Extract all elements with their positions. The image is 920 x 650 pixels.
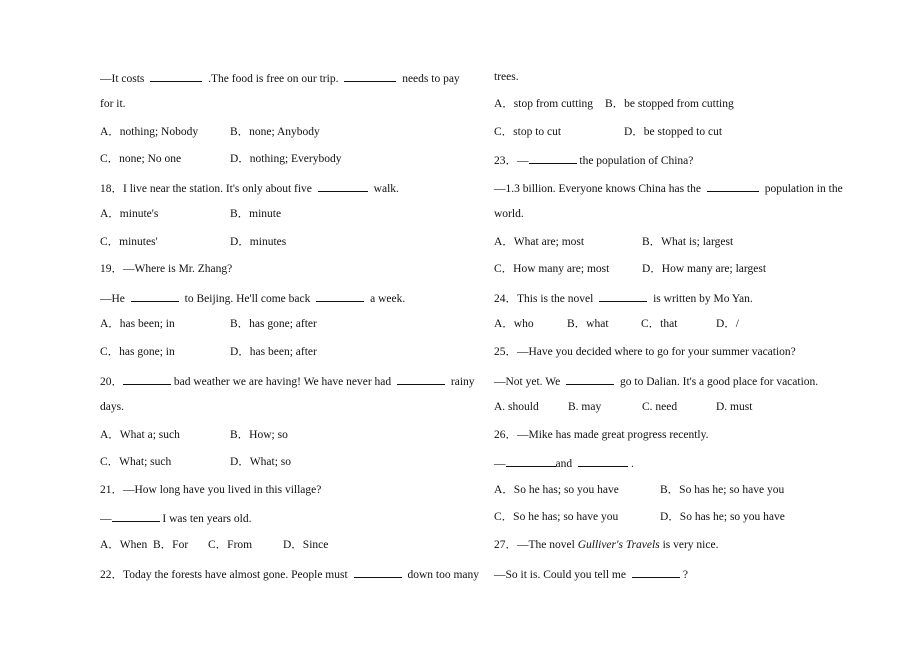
question-24	[494, 290, 753, 306]
options-row	[494, 510, 785, 524]
option: C．From	[208, 539, 253, 551]
options-row	[100, 125, 320, 139]
options-row	[100, 538, 328, 552]
option: D．How many are; largest	[642, 263, 767, 275]
options-row	[494, 125, 722, 139]
answer-blank	[131, 290, 179, 302]
option: A．nothing; Nobody	[100, 126, 199, 138]
text: .	[630, 458, 634, 470]
text: the population of China?	[579, 155, 694, 167]
options-row	[494, 262, 766, 276]
options-row	[494, 483, 784, 497]
question-27-answer	[494, 566, 688, 582]
book-title: Gulliver's Travels	[577, 539, 660, 551]
option: A．who	[494, 318, 534, 330]
question-23	[494, 152, 693, 168]
option: D．nothing; Everybody	[230, 153, 342, 165]
option: D．Since	[283, 539, 329, 551]
option: C．How many are; most	[494, 263, 610, 275]
text: 18．I live near the station. It's only about five	[100, 183, 312, 195]
options-row	[100, 455, 291, 469]
option: B．what	[567, 318, 609, 330]
option: C．So he has; so have you	[494, 511, 619, 523]
question-26-answer	[494, 455, 634, 471]
option: D．be stopped to cut	[624, 126, 723, 138]
option: B．What is; largest	[642, 236, 734, 248]
text: bad weather we are having! We have never had	[173, 376, 392, 388]
option: C．What; such	[100, 456, 172, 468]
option: A．has been; in	[100, 318, 175, 330]
answer-blank	[529, 152, 577, 164]
option: A. should	[494, 401, 539, 413]
options-row	[494, 97, 734, 111]
answer-blank	[112, 510, 160, 522]
question-26: 26．—Mike has made great progress recently.	[494, 429, 709, 441]
option: C．that	[641, 318, 678, 330]
answer-blank	[354, 566, 402, 578]
options-row	[100, 152, 341, 166]
text: population in the	[764, 183, 843, 195]
option: B．So has he; so have you	[660, 484, 785, 496]
answer-blank	[397, 373, 445, 385]
text: walk.	[373, 183, 399, 195]
text: go to Dalian. It's a good place for vacation.	[620, 376, 819, 388]
option: A．When	[100, 539, 148, 551]
line-for-it: for it.	[100, 98, 126, 110]
option: C. need	[642, 401, 678, 413]
option: C．has gone; in	[100, 346, 175, 358]
answer-blank	[316, 290, 364, 302]
text: to Beijing. He'll come back	[184, 293, 311, 305]
options-row	[100, 317, 317, 331]
options-row	[100, 235, 286, 249]
option: D. must	[716, 401, 753, 413]
option: D．So has he; so you have	[660, 511, 785, 523]
left-column	[100, 0, 500, 650]
option: C．stop to cut	[494, 126, 562, 138]
answer-blank	[318, 180, 368, 192]
options-row	[494, 317, 739, 331]
text: I was ten years old.	[162, 513, 252, 525]
text: —He	[100, 293, 125, 305]
question-25: 25．—Have you decided where to go for your summer vacation?	[494, 346, 796, 358]
line-trees: trees.	[494, 71, 519, 83]
answer-blank	[566, 373, 614, 385]
text: a week.	[370, 293, 406, 305]
text: —	[100, 513, 112, 525]
option: D．/	[716, 318, 739, 330]
option: B．be stopped from cutting	[605, 98, 734, 110]
question-19-answer	[100, 290, 405, 306]
options-row	[100, 207, 281, 221]
text: is very nice.	[662, 539, 719, 551]
line-cost	[100, 70, 460, 86]
option: B．has gone; after	[230, 318, 317, 330]
option: D．minutes	[230, 236, 287, 248]
text: 24．This is the novel	[494, 293, 594, 305]
answer-blank	[506, 455, 556, 467]
option: D．has been; after	[230, 346, 317, 358]
answer-blank	[632, 566, 680, 578]
text: 23．—	[494, 155, 529, 167]
text: —It costs	[100, 73, 145, 85]
question-23-answer	[494, 180, 843, 196]
text: 27．—The novel	[494, 539, 575, 551]
text: 20．	[100, 376, 123, 388]
option: B．How; so	[230, 429, 288, 441]
options-row	[100, 428, 288, 442]
option: A．So he has; so you have	[494, 484, 619, 496]
question-19: 19．—Where is Mr. Zhang?	[100, 263, 233, 275]
question-22	[100, 566, 479, 582]
options-row	[494, 235, 733, 249]
answer-blank	[150, 70, 202, 82]
option: B．minute	[230, 208, 282, 220]
answer-blank	[578, 455, 628, 467]
question-23-cont: world.	[494, 208, 524, 220]
question-20	[100, 373, 475, 389]
text: needs to pay	[402, 73, 460, 85]
text: down too many	[407, 569, 479, 581]
question-18	[100, 180, 399, 196]
text: is written by Mo Yan.	[653, 293, 753, 305]
question-27	[494, 538, 718, 552]
text: —So it is. Could you tell me	[494, 569, 626, 581]
text: —1.3 billion. Everyone knows China has the	[494, 183, 701, 195]
question-20-cont: days.	[100, 401, 124, 413]
question-21: 21．—How long have you lived in this village?	[100, 484, 322, 496]
text: rainy	[450, 376, 475, 388]
right-column	[494, 0, 894, 650]
answer-blank	[707, 180, 759, 192]
option: C．minutes'	[100, 236, 158, 248]
options-row	[100, 345, 317, 359]
options-row	[494, 400, 752, 414]
text: and	[555, 458, 573, 470]
text: —	[494, 458, 506, 470]
option: A．minute's	[100, 208, 159, 220]
text: .The food is free on our trip.	[208, 73, 339, 85]
text: 22．Today the forests have almost gone. People must	[100, 569, 348, 581]
option: A．What a; such	[100, 429, 180, 441]
option: A．What are; most	[494, 236, 585, 248]
option: A．stop from cutting	[494, 98, 594, 110]
option: B．none; Anybody	[230, 126, 320, 138]
answer-blank	[344, 70, 396, 82]
answer-blank	[599, 290, 647, 302]
option: C．none; No one	[100, 153, 182, 165]
text: ?	[682, 569, 688, 581]
text: —Not yet. We	[494, 376, 561, 388]
question-21-answer	[100, 510, 251, 526]
answer-blank	[123, 373, 171, 385]
question-25-answer	[494, 373, 818, 389]
option: B．For	[153, 539, 189, 551]
option: B. may	[568, 401, 602, 413]
option: D．What; so	[230, 456, 292, 468]
